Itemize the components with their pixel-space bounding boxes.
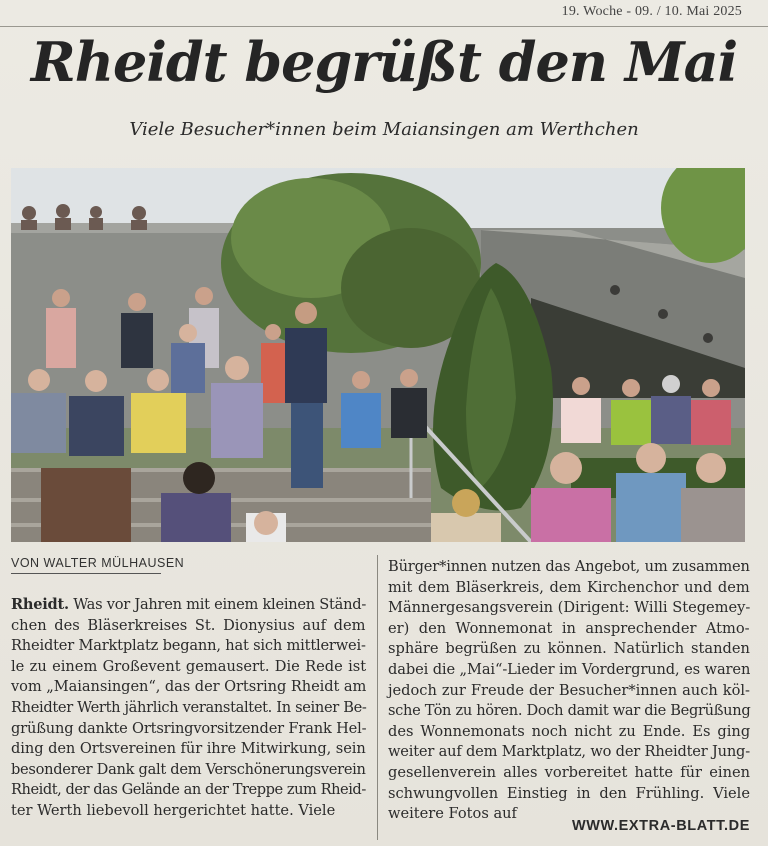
article-column-1 <box>11 595 366 822</box>
text-line: vom „Maiansingen“, das der Ortsring Rheidt am <box>11 678 367 696</box>
text-line: besonderer Dank galt dem Verschönerungsverein <box>11 760 366 778</box>
dateline-lead: Rheidt. <box>11 596 69 613</box>
text-line: Bürger*innen nutzen das Angebot, um zusammen <box>388 558 750 575</box>
article-byline: VON WALTER MÜLHAUSEN <box>11 556 185 570</box>
text-line <box>11 595 366 616</box>
column-divider <box>377 555 378 840</box>
text-line: ter Werth liebevoll hergerichtet hatte. Viele <box>11 801 336 819</box>
article-photo <box>11 168 745 542</box>
issue-dateline: 19. Woche - 09. / 10. Mai 2025 <box>561 4 742 19</box>
text-line: dabei die „Mai“-Lieder im Vordergrund, es waren <box>388 660 751 678</box>
text-line: Rheidt, der das Gelände an der Treppe zum Rheid- <box>11 781 366 799</box>
text-line: sche Tön zu hören. Doch damit war die Begrüßung <box>388 702 751 720</box>
text-line: weiter auf dem Marktplatz, wo der Rheidter Jung- <box>388 743 750 761</box>
text-line: er) den Wonnemonat in ansprechender Atmo- <box>388 619 750 637</box>
text-line: grüßung dankte Ortsringvorsitzender Frank Hel- <box>11 719 367 737</box>
text-line: des Wonnemonats noch nicht zu Ende. Es ging <box>388 722 751 740</box>
text-line: weitere Fotos auf <box>388 805 517 823</box>
text-line: ding den Ortsvereinen für ihre Mitwirkung, sein <box>11 740 366 758</box>
article-headline: Rheidt begrüßt den Mai <box>30 30 738 94</box>
article-column-2 <box>388 557 750 825</box>
text-line: le zu einem Großevent gemausert. Die Rede ist <box>11 657 367 675</box>
text-line: sphäre begrüßen zu können. Natürlich standen <box>388 640 750 658</box>
text-line: schwungvollen Einstieg in den Frühling. Viele <box>388 784 750 802</box>
byline-underline <box>11 573 161 574</box>
text-line: jedoch zur Freude der Besucher*innen auch köl- <box>388 681 750 699</box>
website-link[interactable]: WWW.EXTRA-BLATT.DE <box>571 818 750 834</box>
article-subheadline: Viele Besucher*innen beim Maiansingen am Werthchen <box>129 119 639 140</box>
text-line-content: Was vor Jahren mit einem kleinen Ständ- <box>68 596 366 613</box>
text-line: Rheidter Werth jährlich veranstaltet. In seiner Be- <box>11 698 367 716</box>
text-line: gesellenverein alles vorbereitet hatte für einen <box>388 763 751 781</box>
text-line: Rheidter Marktplatz begann, hat sich mittlerwei- <box>11 637 366 655</box>
text-line: mit dem Bläserkreis, dem Kirchenchor und dem <box>388 578 750 596</box>
text-line: Männergesangsverein (Dirigent: Willi Stegemey- <box>388 599 751 617</box>
text-line: chen des Bläserkreises St. Dionysius auf dem <box>11 616 366 634</box>
